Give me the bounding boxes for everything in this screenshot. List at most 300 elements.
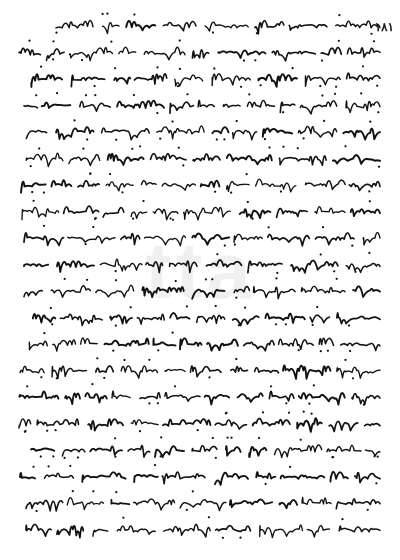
diacritic-dot xyxy=(327,350,329,352)
diacritic-dot xyxy=(109,173,111,175)
handwriting-strokes xyxy=(22,328,382,354)
diacritic-dot xyxy=(192,490,194,492)
handwritten-word xyxy=(93,529,108,536)
diacritic-dot xyxy=(348,324,350,326)
diacritic-dot xyxy=(43,191,45,193)
diacritic-dot xyxy=(212,437,214,439)
handwritten-word xyxy=(244,341,274,351)
handwritten-word xyxy=(70,47,113,60)
handwritten-word xyxy=(353,286,380,297)
manuscript-line xyxy=(15,37,382,63)
diacritic-dot xyxy=(73,119,75,121)
handwritten-word xyxy=(64,206,99,213)
handwritten-word xyxy=(205,22,248,31)
diacritic-dot xyxy=(64,278,66,280)
handwritten-word xyxy=(226,446,241,456)
diacritic-dot xyxy=(373,40,375,42)
page-number: ١٨١ xyxy=(374,20,394,34)
handwritten-word xyxy=(216,525,251,531)
handwritten-word xyxy=(20,366,44,372)
diacritic-dot xyxy=(114,67,116,69)
diacritic-dot xyxy=(69,464,71,466)
handwritten-word xyxy=(26,153,63,166)
handwritten-word xyxy=(234,287,249,293)
handwritten-word xyxy=(337,312,380,323)
handwritten-word xyxy=(108,153,144,164)
diacritic-dot xyxy=(316,305,318,307)
handwritten-word xyxy=(100,259,142,271)
handwriting-strokes xyxy=(15,408,382,434)
handwritten-word xyxy=(346,100,380,112)
diacritic-dot xyxy=(160,436,162,438)
diacritic-dot xyxy=(186,93,188,95)
diacritic-dot xyxy=(370,33,372,35)
handwritten-word xyxy=(336,21,380,28)
diacritic-dot xyxy=(322,226,324,228)
diacritic-dot xyxy=(235,357,237,359)
manuscript-line xyxy=(20,275,382,301)
handwritten-word xyxy=(144,47,185,60)
diacritic-dot xyxy=(115,139,117,141)
handwriting-strokes xyxy=(52,10,382,36)
handwritten-word xyxy=(151,153,187,160)
handwritten-word xyxy=(329,421,358,431)
handwritten-word xyxy=(146,261,163,272)
diacritic-dot xyxy=(50,306,52,308)
diacritic-dot xyxy=(156,66,158,68)
handwritten-word xyxy=(363,233,380,245)
handwritten-word xyxy=(275,445,322,457)
diacritic-dot xyxy=(360,92,362,94)
handwritten-word xyxy=(47,48,65,60)
handwriting-strokes xyxy=(17,169,382,195)
handwritten-word xyxy=(78,181,99,187)
diacritic-dot xyxy=(312,323,314,325)
handwritten-word xyxy=(51,180,71,186)
diacritic-dot xyxy=(56,377,58,379)
handwritten-word xyxy=(157,126,204,139)
handwriting-strokes xyxy=(22,487,382,513)
diacritic-dot xyxy=(213,67,215,69)
handwritten-word xyxy=(238,393,263,402)
diacritic-dot xyxy=(292,67,294,69)
diacritic-dot xyxy=(178,146,180,148)
diacritic-dot xyxy=(265,482,267,484)
handwritten-word xyxy=(234,234,262,242)
diacritic-dot xyxy=(211,278,213,280)
handwritten-word xyxy=(302,497,331,504)
diacritic-dot xyxy=(246,173,248,175)
diacritic-dot xyxy=(214,191,216,193)
diacritic-dot xyxy=(248,93,250,95)
handwritten-word xyxy=(96,366,114,372)
handwritten-word xyxy=(215,472,248,484)
diacritic-dot xyxy=(179,39,181,41)
handwritten-word xyxy=(192,49,208,57)
diacritic-dot xyxy=(298,349,300,351)
diacritic-dot xyxy=(51,323,53,325)
diacritic-dot xyxy=(122,516,124,518)
diacritic-dot xyxy=(157,349,159,351)
diacritic-dot xyxy=(131,147,133,149)
manuscript-line xyxy=(17,302,382,328)
handwritten-word xyxy=(81,338,98,344)
handwritten-word xyxy=(223,104,240,107)
diacritic-dot xyxy=(230,192,232,194)
handwritten-word xyxy=(163,21,196,30)
handwritten-word xyxy=(53,340,76,351)
diacritic-dot xyxy=(341,518,343,520)
diacritic-dot xyxy=(24,429,26,431)
diacritic-dot xyxy=(86,138,88,140)
diacritic-dot xyxy=(336,278,338,280)
handwritten-word xyxy=(126,21,155,31)
handwriting-strokes xyxy=(20,143,382,169)
diacritic-dot xyxy=(32,465,34,467)
diacritic-dot xyxy=(89,172,91,174)
diacritic-dot xyxy=(132,217,134,219)
diacritic-dot xyxy=(114,437,116,439)
diacritic-dot xyxy=(38,147,40,149)
handwritten-word xyxy=(283,365,330,378)
handwritten-word xyxy=(215,420,246,429)
diacritic-dot xyxy=(172,332,174,334)
diacritic-dot xyxy=(33,199,35,201)
handwritten-word xyxy=(297,418,321,431)
handwritten-word xyxy=(85,393,107,402)
diacritic-dot xyxy=(112,350,114,352)
handwritten-word xyxy=(279,339,314,349)
handwritten-word xyxy=(299,393,345,405)
handwritten-word xyxy=(67,498,103,510)
diacritic-dot xyxy=(369,200,371,202)
handwritten-word xyxy=(88,419,123,430)
handwritten-word xyxy=(218,50,265,58)
handwritten-word xyxy=(134,499,175,510)
diacritic-dot xyxy=(243,59,245,61)
handwriting-strokes xyxy=(18,196,382,222)
handwritten-word xyxy=(165,369,185,371)
diacritic-dot xyxy=(268,146,270,148)
diacritic-dot xyxy=(367,509,369,511)
handwritten-word xyxy=(137,314,164,324)
diacritic-dot xyxy=(300,439,302,441)
handwritten-word xyxy=(56,127,94,139)
handwritten-word xyxy=(289,25,327,30)
handwritten-word xyxy=(121,365,157,377)
handwritten-word xyxy=(57,525,83,537)
manuscript-line xyxy=(22,487,382,513)
manuscript-line xyxy=(16,355,382,381)
handwritten-word xyxy=(201,181,220,187)
handwritten-word xyxy=(240,209,271,218)
diacritic-dot xyxy=(186,305,188,307)
handwriting-strokes xyxy=(16,355,382,381)
diacritic-dot xyxy=(92,490,94,492)
handwritten-word xyxy=(205,395,230,405)
diacritic-dot xyxy=(186,509,188,511)
handwritten-word xyxy=(165,393,200,402)
manuscript-line xyxy=(20,63,382,89)
handwriting-strokes xyxy=(20,249,382,275)
handwritten-word xyxy=(269,391,294,401)
diacritic-dot xyxy=(171,120,173,122)
diacritic-dot xyxy=(289,465,291,467)
diacritic-dot xyxy=(331,456,333,458)
handwritten-word xyxy=(62,449,84,456)
handwritten-word xyxy=(51,286,90,297)
handwritten-word xyxy=(19,419,31,428)
handwritten-word xyxy=(105,339,149,346)
handwritten-word xyxy=(155,446,184,457)
handwritten-word xyxy=(197,315,225,323)
diacritic-dot xyxy=(142,199,144,201)
handwritten-word xyxy=(207,339,238,350)
diacritic-dot xyxy=(230,437,232,439)
handwritten-word xyxy=(106,182,133,191)
manuscript-text-block xyxy=(14,10,382,552)
manuscript-line xyxy=(20,249,382,275)
manuscript-line xyxy=(52,10,382,36)
handwritten-word xyxy=(280,102,295,112)
diacritic-dot xyxy=(170,217,172,219)
handwritten-word xyxy=(56,21,93,28)
handwritten-word xyxy=(230,499,272,507)
diacritic-dot xyxy=(52,455,54,457)
handwritten-word xyxy=(192,234,229,245)
diacritic-dot xyxy=(344,358,346,360)
handwritten-word xyxy=(281,475,325,479)
diacritic-dot xyxy=(43,225,45,227)
handwritten-word xyxy=(19,391,58,398)
diacritic-dot xyxy=(179,68,181,70)
diacritic-dot xyxy=(215,304,217,306)
manuscript-line xyxy=(22,514,382,540)
handwritten-word xyxy=(142,287,183,297)
diacritic-dot xyxy=(335,86,337,88)
handwritten-word xyxy=(114,78,130,84)
diacritic-dot xyxy=(139,430,141,432)
handwritten-word xyxy=(37,419,78,426)
diacritic-dot xyxy=(313,384,315,386)
diacritic-dot xyxy=(275,277,277,279)
handwritten-word xyxy=(96,285,134,297)
diacritic-dot xyxy=(52,58,54,60)
diacritic-dot xyxy=(303,410,305,412)
diacritic-dot xyxy=(378,165,380,167)
diacritic-dot xyxy=(197,429,199,431)
diacritic-dot xyxy=(86,279,88,281)
handwritten-word xyxy=(355,472,380,482)
diacritic-dot xyxy=(282,111,284,113)
diacritic-dot xyxy=(323,120,325,122)
handwritten-word xyxy=(256,472,275,479)
diacritic-dot xyxy=(288,411,290,413)
manuscript-line xyxy=(20,90,382,116)
diacritic-dot xyxy=(234,244,236,246)
diacritic-dot xyxy=(321,59,323,61)
handwritten-word xyxy=(90,446,122,454)
diacritic-dot xyxy=(285,323,287,325)
handwritten-word xyxy=(336,499,380,509)
diacritic-dot xyxy=(40,455,42,457)
handwritten-word xyxy=(33,313,55,322)
handwritten-word xyxy=(20,472,35,477)
handwritten-word xyxy=(80,101,111,111)
handwritten-word xyxy=(327,445,361,451)
handwritten-word xyxy=(212,127,228,133)
manuscript-line xyxy=(15,381,382,407)
diacritic-dot xyxy=(239,536,241,538)
diacritic-dot xyxy=(227,437,229,439)
diacritic-dot xyxy=(240,86,242,88)
diacritic-dot xyxy=(43,332,45,334)
handwritten-word xyxy=(31,74,62,87)
handwritten-word xyxy=(163,419,211,426)
handwritten-word xyxy=(306,76,341,86)
manuscript-line xyxy=(22,328,382,354)
handwritten-word xyxy=(310,315,329,323)
diacritic-dot xyxy=(174,385,176,387)
diacritic-dot xyxy=(40,376,42,378)
watermark: tta xyxy=(145,226,255,315)
diacritic-dot xyxy=(94,217,96,219)
diacritic-dot xyxy=(96,357,98,359)
diacritic-dot xyxy=(354,270,356,272)
handwritten-word xyxy=(331,471,348,481)
handwritten-word xyxy=(175,75,203,86)
handwritten-word xyxy=(26,524,51,536)
diacritic-dot xyxy=(40,66,42,68)
diacritic-dot xyxy=(334,92,336,94)
diacritic-dot xyxy=(85,243,87,245)
diacritic-dot xyxy=(321,94,323,96)
diacritic-dot xyxy=(85,94,87,96)
handwritten-word xyxy=(307,525,329,536)
handwritten-word xyxy=(131,419,158,424)
manuscript-line xyxy=(15,116,382,142)
handwritten-word xyxy=(347,48,380,57)
handwriting-strokes xyxy=(20,63,382,89)
diacritic-dot xyxy=(333,270,335,272)
handwritten-word xyxy=(268,235,310,246)
diacritic-dot xyxy=(225,411,227,413)
diacritic-dot xyxy=(260,84,262,86)
diacritic-dot xyxy=(275,323,277,325)
diacritic-dot xyxy=(48,465,50,467)
diacritic-dot xyxy=(160,455,162,457)
diacritic-dot xyxy=(159,138,161,140)
handwritten-word xyxy=(68,236,115,243)
diacritic-dot xyxy=(320,253,322,255)
diacritic-dot xyxy=(81,58,83,60)
diacritic-dot xyxy=(92,226,94,228)
manuscript-line xyxy=(15,408,382,434)
diacritic-dot xyxy=(262,411,264,413)
handwritten-word xyxy=(301,286,345,293)
diacritic-dot xyxy=(91,383,93,385)
diacritic-dot xyxy=(236,120,238,122)
diacritic-dot xyxy=(320,350,322,352)
handwritten-word xyxy=(347,73,380,81)
diacritic-dot xyxy=(36,510,38,512)
handwritten-word xyxy=(280,500,298,508)
handwritten-word xyxy=(19,48,40,55)
diacritic-dot xyxy=(375,482,377,484)
diacritic-dot xyxy=(344,145,346,147)
diacritic-dot xyxy=(64,457,66,459)
handwritten-word xyxy=(24,291,42,297)
handwritten-word xyxy=(24,105,38,107)
diacritic-dot xyxy=(280,190,282,192)
handwritten-word xyxy=(291,260,338,272)
diacritic-dot xyxy=(244,306,246,308)
handwritten-word xyxy=(184,207,231,220)
handwritten-word xyxy=(153,339,175,346)
handwritten-word xyxy=(192,446,217,452)
diacritic-dot xyxy=(110,40,112,42)
diacritic-dot xyxy=(55,429,57,431)
diacritic-dot xyxy=(368,190,370,192)
handwritten-word xyxy=(321,47,341,54)
handwriting-strokes xyxy=(15,381,382,407)
handwritten-word xyxy=(254,287,296,299)
handwritten-word xyxy=(255,21,284,34)
handwritten-word xyxy=(128,445,150,457)
diacritic-dot xyxy=(223,138,225,140)
manuscript-line xyxy=(17,169,382,195)
handwritten-word xyxy=(142,181,157,185)
handwritten-word xyxy=(227,154,272,164)
handwritten-word xyxy=(333,155,380,164)
handwritten-word xyxy=(253,418,290,425)
handwritten-word xyxy=(346,263,380,272)
handwritten-word xyxy=(233,130,257,139)
handwritten-word xyxy=(352,394,380,405)
diacritic-dot xyxy=(268,226,270,228)
handwritten-word xyxy=(207,260,242,267)
diacritic-dot xyxy=(258,437,260,439)
handwritten-word xyxy=(140,393,160,399)
handwritten-word xyxy=(265,313,304,322)
diacritic-dot xyxy=(115,279,117,281)
handwritten-word xyxy=(349,182,380,191)
manuscript-line xyxy=(20,222,382,248)
handwritten-word xyxy=(134,474,158,481)
diacritic-dot xyxy=(303,137,305,139)
handwritten-word xyxy=(22,207,59,219)
diacritic-dot xyxy=(215,457,217,459)
handwritten-word xyxy=(260,525,303,537)
diacritic-dot xyxy=(175,280,177,282)
diacritic-dot xyxy=(208,376,210,378)
handwritten-word xyxy=(351,209,380,216)
handwritten-word xyxy=(69,154,100,165)
handwritten-word xyxy=(306,180,346,189)
handwritten-word xyxy=(180,338,202,349)
diacritic-dot xyxy=(30,165,32,167)
handwritten-word xyxy=(24,264,48,266)
handwritten-word xyxy=(272,50,315,60)
handwriting-strokes xyxy=(16,461,382,487)
handwritten-word xyxy=(339,526,380,532)
diacritic-dot xyxy=(285,402,287,404)
handwritten-word xyxy=(117,100,164,107)
handwritten-word xyxy=(117,525,155,533)
handwritten-word xyxy=(71,75,104,86)
handwritten-word xyxy=(60,314,102,325)
handwriting-strokes xyxy=(15,116,382,142)
